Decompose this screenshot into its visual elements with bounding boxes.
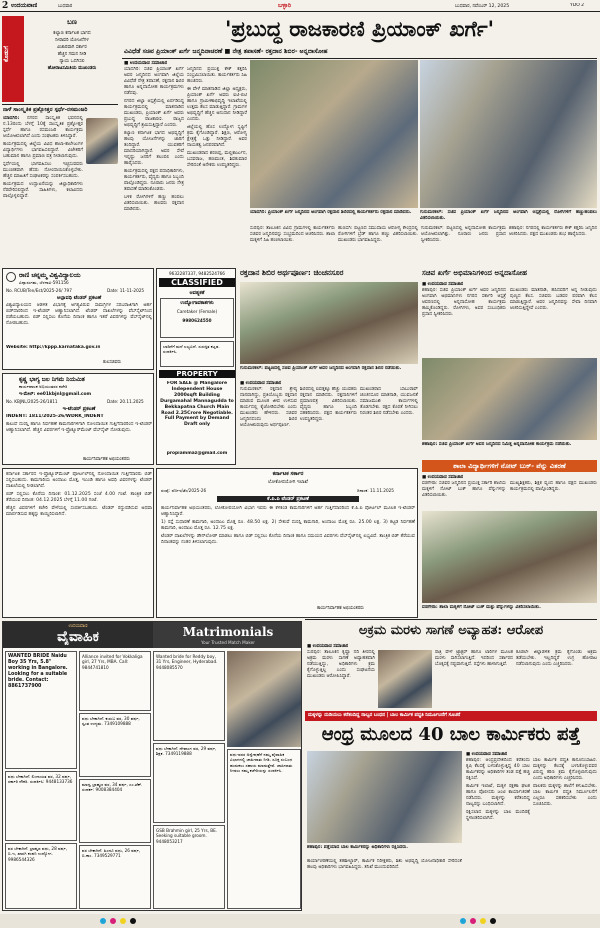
tender-1-emblem (6, 272, 16, 282)
tender-2-title: ಇ-ಟೆಂಡರ್ ಪ್ರಕಟಣೆ (62, 406, 96, 412)
tender-2 (2, 373, 154, 465)
brand-badge (2, 16, 24, 102)
side-story-1-headline: ನಾಳೆ ಸಾಂಸ್ಕೃತಿಕ ಪ್ರಶ್ನೋತ್ತರ ಸ್ಪರ್ಧೆ-ರಸಮಂಜರಿ (3, 107, 88, 113)
tender-2-sub: ಕಾರ್ಯಪಾಲಕ ಅಭಿಯಂತರರ ಕಚೇರಿ (19, 384, 68, 389)
story-food-caption: ಶಹಾಪುರ: ಸಚಿವ ಪ್ರಿಯಾಂಕ್ ಖರ್ಗೆ ಅವರ ಜನ್ಮದಿನದ ನಿಮಿತ್ತ ಅನ್ನದಾಸೋಹ ಕಾರ್ಯಕ್ರಮ ನಡೆಯಿತು. (422, 442, 572, 447)
tender-1-website[interactable]: Website: http://kppp.karnataka.gov.in (6, 345, 101, 350)
section-banner: ಬಳ್ಳಾರಿ (278, 2, 291, 9)
reg-dot-yellow (480, 918, 486, 924)
story-child-body-3: ಕಾರ್ಯಾಚರಣೆಯಲ್ಲಿ ತಹಶೀಲ್ದಾರ್, ಕಾರ್ಮಿಕ ನಿರೀಕ್ಷಕರು, ಶಿಶು ಅಭಿವೃದ್ಧಿ ಯೋಜನಾಧಿಕಾರಿ ಸೇರಿದಂತೆ ಹಲವು ಅಧಿಕಾರಿಗಳು ಭಾಗವಹಿಸಿದ್ದರು. ತನಿಖೆ ಮುಂದುವರಿದಿದೆ. (307, 859, 462, 870)
matrimonial-ad: ವರ ಬೇಕಾಗಿದೆ: ಹಿಂದೂ ವಧು, 26 ವರ್ಷ, ಬಿ.ಕಾಂ. 7349529771 (79, 845, 151, 909)
story-school-body-2: ಮುಖ್ಯಶಿಕ್ಷಕರು, ಶಿಕ್ಷಕ ವೃಂದ ಹಾಗೂ ಪಕ್ಷದ ಮುಖಂಡರು ಕಾರ್ಯಕ್ರಮದಲ್ಲಿ ಪಾಲ್ಗೊಂಡಿದ್ದರು. (510, 481, 597, 492)
matrimonial-header-left (3, 622, 153, 648)
matrimonial (2, 621, 302, 911)
quote-line-3: ವಿಚಾರವಾಗಿ ಸರ್ಕಾರ (57, 45, 87, 50)
paper-name: ಉದಯವಾಣಿ (11, 2, 38, 9)
matrimonial-ad: ಮಾಧ್ವ ಬ್ರಾಹ್ಮಣ ವರ, 34 ವರ್ಷ, ಎಂ.ಟೆಕ್. ಸಂಪರ್ಕ: 9008384404 (79, 779, 151, 843)
story-child-kicker: ಮಕ್ಕಳನ್ನು ದುಡಿಯಲು ಕರೆತಂದಿದ್ದ ನಾಲ್ವರ ಬಂಧನ | ಬಾಲ ಕಾರ್ಮಿಕ ಪದ್ಧತಿ ನಿರ್ಮೂಲನೆಗೆ ಸೂಚನೆ (305, 711, 597, 721)
main-photo-1 (250, 60, 418, 208)
story-child-body-1: ಶಹಾಪುರ: ಆಂಧ್ರಪ್ರದೇಶದಿಂದ ಕರೆತಂದು ಕೃಷಿ ಕೆಲಸಕ್ಕೆ ಬಳಸಿಕೊಳ್ಳುತ್ತಿದ್ದ 40 ಬಾಲ ಕಾರ್ಮಿಕರನ್ನು ಅಧಿಕಾರಿಗಳ ತಂಡ ಪತ್ತೆ ಹಚ್ಚಿ ರಕ್ಷಿಸಿದೆ. ಕಾರ್ಮಿಕ ಇಲಾಖೆ, ಮಕ್ಕಳ ರಕ್ಷಣಾ ಘಟಕ ಹಾಗೂ ಪೊಲೀಸರು ಜಂಟಿ ಕಾರ್ಯಾಚರಣೆ ನಡೆಸಿದರು. ಮಕ್ಕಳನ್ನು ಕರೆತಂದಿದ್ದ ನಾಲ್ವರನ್ನು ಬಂಧಿಸಲಾಗಿದೆ. ರಕ್ಷಿಸಲಾದ ಮಕ್ಕಳನ್ನು ಬಾಲ ಮಂದಿರಕ್ಕೆ ಸ್ಥಳಾಂತರಿಸಲಾಗಿದೆ. (466, 758, 530, 821)
classified-title: CLASSIFIED (159, 278, 235, 287)
story-child-headline: ಆಂಧ್ರ ಮೂಲದ 40 ಬಾಲ ಕಾರ್ಮಿಕರು ಪತ್ತೆ (321, 724, 581, 745)
tender-3-ref: ಸಂಖ್ಯೆ: ಲೋಇ/ಟೆಂ/2025-26 (161, 488, 207, 493)
tender-3-body: ಕಾರ್ಯನಿರ್ವಾಹಕ ಅಭಿಯಂತರರು, ಲೋಕೋಪಯೋಗಿ ವಿಭಾಗ ಇವರು ಈ ಕೆಳಕಂಡ ಕಾಮಗಾರಿಗಳಿಗೆ ಅರ್ಹ ಗುತ್ತಿಗೆದಾರರಿಂದ ಕೆ.ಪಿ.ಪಿ ಪೋರ್ಟಲ್ ಮೂಲಕ ಇ-ಟೆಂಡರ್ ಆಹ್ವಾನಿಸಿದ್ದಾರೆ. 1) ರಸ್ತೆ ಸುಧಾರಣೆ ಕಾಮಗಾರಿ, ಅಂದಾಜು ಮೊತ್ತ ರೂ. 48.50 ಲಕ್ಷ. 2) ಸೇತುವೆ ದುರಸ್ತಿ ಕಾಮಗಾರಿ, ಅಂದಾಜು ಮೊತ್ತ ರೂ. 25.00 ಲಕ್ಷ. 3) ಕಟ್ಟಡ ನಿರ್ವಹಣೆ ಕಾಮಗಾರಿ, ಅಂದಾಜು ಮೊತ್ತ ರೂ. 12.75 ಲಕ್ಷ. ಟೆಂಡರ್ ದಾಖಲೆಗಳನ್ನು ಡೌನ್‌ಲೋಡ್ ಮಾಡಲು ಹಾಗೂ ಬಿಡ್ ಸಲ್ಲಿಸಲು ಕೊನೆಯ ದಿನಾಂಕ ಹಾಗೂ ಸಮಯದ ವಿವರಗಳು ವೆಬ್‌ಸೈಟ್‌ನಲ್ಲಿ ಲಭ್ಯವಿವೆ. ತಾಂತ್ರಿಕ ಬಿಡ್ ತೆರೆಯುವ ದಿನಾಂಕವನ್ನು ನಂತರ ತಿಳಿಸಲಾಗುವುದು. (161, 506, 415, 545)
tender-3 (156, 468, 418, 618)
divider (122, 58, 597, 59)
quote-title: ಬಣ (67, 18, 77, 26)
main-photo-caption-2: ಗುರುಮಠಕಲ್: ಸಚಿವ ಪ್ರಿಯಾಂಕ್ ಖರ್ಗೆ ಜನ್ಮದಿನದ ಅಂಗವಾಗಿ ಆಸ್ಪತ್ರೆಯಲ್ಲಿ ರೋಗಿಗಳಿಗೆ ಹಣ್ಣುಹಂಪಲು ವಿತರಿಸಲಾಯಿತು. (420, 210, 597, 221)
reg-dot-black (490, 918, 496, 924)
tender-2-date: Date: 20.11.2025 (107, 399, 144, 404)
tender-2-signature: ಕಾರ್ಯನಿರ್ವಾಹಕ ಅಭಿಯಂತರರು (83, 457, 130, 462)
matrimonial-ad: WANTED BRIDE Naidu Boy 35 Yrs, 5.8" working in Bangalore. Looking for a suitable bride. Contact: 8861737900 (5, 651, 77, 769)
classified-ad-1-role: Caretaker (Female) (176, 309, 218, 315)
classified-ad-1 (160, 298, 234, 338)
side-story-1-photo (86, 118, 118, 164)
matrimonial-title-en: Matrimonials (182, 625, 274, 639)
matrimonial-ad: ವಧು ಬೇಕಾಗಿದೆ: ದೇವಾಂಗ ವರ, 29 ವರ್ಷ, ಶಿಕ್ಷಕ. 7349119888 (153, 743, 225, 823)
tender-2-indent: INDENT: 1811/2025-26/WDRK_INDENT (6, 414, 104, 419)
main-story-col-3: ಸುರಪುರ: ತಾಲೂಕಿನ ವಿವಿಧ ಗ್ರಾಮಗಳಲ್ಲಿ ಕಾರ್ಯಕರ್ತರು ಸಚಿವರ ಜನ್ಮದಿನವನ್ನು ಸಂಭ್ರಮದಿಂದ ಆಚರಿಸಿದರು. ಶಾಲಾ ಮಕ್ಕಳಿಗೆ ಸಿಹಿ ಹಂಚಲಾಯಿತು. (250, 226, 335, 243)
matrimonial-ad: Alliance invited for Vokkaliga girl, 27 Yrs, MBA. Call: 9844741810 (79, 651, 151, 711)
matrimonial-ad-extra: ವಧು-ವರರ ಅನ್ವೇಷಣೆಗೆ ನಮ್ಮ ವೈವಾಹಿಕ ವಿಭಾಗದಲ್ಲಿ ಜಾಹೀರಾತು ನೀಡಿ. ಸೂಕ್ತ ಸಂಬಂಧ ಹುಡುಕಲು ಸಹಾಯ ಮಾಡುತ್ತೇವೆ. ಜಾಹೀರಾತು ನೀಡಲು ನಮ್ಮ ಕಚೇರಿಯನ್ನು ಸಂಪರ್ಕಿಸಿ. (227, 749, 301, 909)
main-story-col-6: ಶಹಾಪುರ: ನಗರದಲ್ಲಿ ಕಾರ್ಯಕರ್ತರು ಕೇಕ್ ಕತ್ತರಿಸಿ ಜನ್ಮದಿನ ಆಚರಿಸಿದರು. ಪಕ್ಷದ ಮುಖಂಡರು ಶುಭ ಹಾರೈಸಿದರು. (509, 226, 597, 237)
story-blood-photo (240, 282, 418, 364)
reg-dot-magenta (110, 918, 116, 924)
story-school-byline: ■ ಉದಯವಾಣಿ ಸಮಾಚಾರ (422, 475, 464, 480)
reg-dot-black (130, 918, 136, 924)
tender-1-title: ಅಲ್ಪಾವಧಿ ಟೆಂಡರ್ ಪ್ರಕಟಣೆ (56, 295, 102, 301)
tender-1-org: ರಾಣಿ ಚನ್ನಮ್ಮ ವಿಶ್ವವಿದ್ಯಾಲಯ (19, 271, 81, 279)
matrimonial-ad: GSB Brahmin girl, 25 Yrs, BE. Seeking suitable groom. 9448053217 (153, 825, 225, 909)
tender-1-sub: ವಿದ್ಯಾಸಂಗಮ, ಬೆಳಗಾವಿ-591156 (19, 280, 69, 285)
reg-dot-yellow (120, 918, 126, 924)
tender-2-org: ಕೃಷ್ಣ ಭಾಗ್ಯ ಜಲ ನಿಗಮ ನಿಯಮಿತ (19, 376, 85, 383)
main-headline: 'ಪ್ರಬುದ್ಧ ರಾಜಕಾರಣಿ ಪ್ರಿಯಾಂಕ್ ಖರ್ಗೆ' (224, 16, 495, 41)
story-school-bar (422, 460, 597, 472)
matrimonial-photo (227, 651, 301, 747)
tender-3-title: ಕೆ.ಪಿ.ಪಿ ಟೆಂಡರ್ ಪ್ರಕಟಣೆ (217, 496, 359, 502)
story-food-byline: ■ ಉದಯವಾಣಿ ಸಮಾಚಾರ (422, 282, 464, 287)
story-sand-photo (378, 650, 432, 708)
tender-3-signature: ಕಾರ್ಯನಿರ್ವಾಹಕ ಅಭಿಯಂತರರು (317, 606, 364, 611)
main-photo-2 (420, 60, 597, 208)
story-school-caption: ವಡಗೇರಾ: ಶಾಲಾ ಮಕ್ಕಳಿಗೆ ನೋಟ್ ಬುಕ್ ಮತ್ತು ಪೆನ್ನುಗಳನ್ನು ವಿತರಿಸಲಾಯಿತು. (422, 605, 541, 610)
side-story-1-body: ಯಾದಗಿರಿ: ನಗರದ ಸಾಂಸ್ಕೃತಿಕ ಭವನದಲ್ಲಿ ನ.13ರಂದು ಬೆಳಗ್ಗೆ 10ಕ್ಕೆ ಸಾಂಸ್ಕೃತಿಕ ಪ್ರಶ್ನೋತ್ತರ ಸ್ಪರ್ಧೆ ಹಾಗೂ ರಸಮಂಜರಿ ಕಾರ್ಯಕ್ರಮ ಆಯೋಜಿಸಲಾಗಿದೆ ಎಂದು ಸಂಘಟಕರು ತಿಳಿಸಿದ್ದಾರೆ. ಕಾರ್ಯಕ್ರಮದಲ್ಲಿ ಜಿಲ್ಲೆಯ ವಿವಿಧ ಶಾಲಾ-ಕಾಲೇಜುಗಳ ವಿದ್ಯಾರ್ಥಿಗಳು ಭಾಗವಹಿಸಲಿದ್ದಾರೆ. ವಿಜೇತರಿಗೆ ಬಹುಮಾನ ಹಾಗೂ ಪ್ರಮಾಣ ಪತ್ರ ನೀಡಲಾಗುವುದು. ಸ್ಪರ್ಧೆಯಲ್ಲಿ ಭಾಗವಹಿಸಲು ಇಚ್ಛಿಸುವವರು ಮುಂಚಿತವಾಗಿ ಹೆಸರು ನೋಂದಾಯಿಸಿಕೊಳ್ಳಬೇಕು. ಹೆಚ್ಚಿನ ಮಾಹಿತಿಗೆ ಸಂಘಟಕರನ್ನು ಸಂಪರ್ಕಿಸಬಹುದು. ಕಾರ್ಯಕ್ರಮದ ಉದ್ಘಾಟನೆಯನ್ನು ಜಿಲ್ಲಾಧಿಕಾರಿಗಳು ನೆರವೇರಿಸಲಿದ್ದಾರೆ. ಸಾಹಿತಿಗಳು, ಕಲಾವಿದರು ಪಾಲ್ಗೊಳ್ಳಲಿದ್ದಾರೆ. (3, 116, 83, 199)
quote-box (26, 16, 118, 102)
page-number: 2 (2, 1, 9, 11)
classified-ad-2: ಬಾಡಿಗೆಗೆ ಮನೆ ಲಭ್ಯವಿದೆ. ಸುಸಜ್ಜಿತ ಕಟ್ಟಡ. ಸಂಪರ್ಕಿಸಿ. (160, 341, 234, 367)
main-story-col-2: ಜನ್ಮದಿನದ ಪ್ರಯುಕ್ತ ಕೇಕ್ ಕತ್ತರಿಸಿ ಸಂಭ್ರಮಿಸಲಾಯಿತು. ಕಾರ್ಯಕರ್ತರು ಸಿಹಿ ಹಂಚಿದರು. ಈ ವೇಳೆ ಮಾತನಾಡಿದ ಜಿಲ್ಲಾ ಅಧ್ಯಕ್ಷರು, ಪ್ರಿಯಾಂಕ್ ಖರ್ಗೆ ಅವರು ಐಟಿ-ಬಿಟಿ ಹಾಗೂ ಗ್ರಾಮೀಣಾಭಿವೃದ್ಧಿ ಇಲಾಖೆಯಲ್ಲಿ ಉತ್ತಮ ಕೆಲಸ ಮಾಡುತ್ತಿದ್ದಾರೆ. ಗ್ರಾಮಗಳ ಅಭಿವೃದ್ಧಿಗೆ ಹೆಚ್ಚಿನ ಅನುದಾನ ನೀಡಿದ್ದಾರೆ ಎಂದರು. ಜಿಲ್ಲೆಯಲ್ಲಿ ಹೊಸ ಉದ್ಯೋಗ ಸೃಷ್ಟಿಗೆ ಕ್ರಮ ಕೈಗೊಂಡಿದ್ದಾರೆ. ಶಿಕ್ಷಣ, ಆರೋಗ್ಯ ಕ್ಷೇತ್ರಕ್ಕೆ ಒತ್ತು ನೀಡಿದ್ದಾರೆ. ಅವರ ನಾಯಕತ್ವ ಜನಪರವಾಗಿದೆ. ಮುಖಂಡರಾದ ಶರಣಪ್ಪ, ಮಲ್ಲಿಕಾರ್ಜುನ, ಬಸವರಾಜ, ಹಣಮಂತ, ಶಿವಕುಮಾರ ಸೇರಿದಂತೆ ಅನೇಕರು ಉಪಸ್ಥಿತರಿದ್ದರು. (187, 67, 247, 168)
matrimonial-header-right (153, 622, 302, 648)
story-blood-caption: ಗುರುಮಠಕಲ್: ಪಟ್ಟಣದಲ್ಲಿ ಸಚಿವ ಪ್ರಿಯಾಂಕ್ ಖರ್ಗೆ ಅವರ ಜನ್ಮದಿನದ ಅಂಗವಾಗಿ ರಕ್ತದಾನ ಶಿಬಿರ ನಡೆಯಿತು. (240, 366, 402, 371)
tender-3-date: ದಿನಾಂಕ: 11.11.2025 (357, 488, 394, 493)
tender-2-ref: No. KBJNL/2025-26/1811 (6, 399, 58, 404)
matrimonial-title-kn: ವೈವಾಹಿಕ (57, 629, 99, 645)
story-sand-body-3: ಕೂಡಲೇ ಜಿಲ್ಲಾಡಳಿತ ಕ್ರಮ ಕೈಗೊಂಡು ಅಕ್ರಮ ತಡೆಯಬೇಕು. ಇಲ್ಲದಿದ್ದರೆ ಉಗ್ರ ಹೋರಾಟ ನಡೆಸಲಾಗುವುದು ಎಂದು ಎಚ್ಚರಿಸಿದರು. (516, 650, 597, 667)
matrimonial-brand: ಉದಯವಾಣಿ (68, 624, 88, 629)
story-school-body: ವಡಗೇರಾ: ಸಚಿವರ ಜನ್ಮದಿನದ ಪ್ರಯುಕ್ತ ಸರ್ಕಾರಿ ಶಾಲೆಯ ಮಕ್ಕಳಿಗೆ ನೋಟ್ ಬುಕ್ ಹಾಗೂ ಪೆನ್ನುಗಳನ್ನು ವಿತರಿಸಲಾಯಿತು. (422, 481, 506, 498)
quote-line-4: ಹೆಚ್ಚಿನ ಗಮನ ನೀಡಿ (57, 52, 87, 57)
date-line: ಬುಧವಾರ, ನವೆಂಬರ್ 12, 2025 (455, 4, 510, 9)
story-sand-body-1: ಸುರಪುರ: ತಾಲೂಕಿನ ಕೃಷ್ಣಾ ನದಿ ತೀರದಲ್ಲಿ ಅಕ್ರಮ ಮರಳು ಸಾಗಣೆ ಅವ್ಯಾಹತವಾಗಿ ನಡೆಯುತ್ತಿದ್ದು, ಅಧಿಕಾರಿಗಳು ಕ್ರಮ ಕೈಗೊಳ್ಳುತ್ತಿಲ್ಲ ಎಂದು ಸಂಘಟನೆಯ ಮುಖಂಡರು ಆರೋಪಿಸಿದ್ದಾರೆ. (307, 650, 375, 679)
property-title: PROPERTY (159, 370, 235, 378)
matrimonial-ad: Wanted bride for Reddy boy, 31 Yrs, Engineer, Hyderabad. 9448085570 (153, 651, 225, 741)
main-subhead: ವಿವಿಧೆಡೆ ಸಚಿವ ಪ್ರಿಯಾಂಕ್ ಖರ್ಗೆ ಜನ್ಮದಿನಾಚರಣೆ ■ ನೇತ್ರ ತಪಾಸಣೆ- ರಕ್ತದಾನ ಶಿಬಿರ- ಅನ್ನದಾಸೋಹ (124, 48, 328, 55)
classified-ad-1-title: ಉದ್ಯೋಗಾವಕಾಶಗಳು (180, 301, 214, 306)
tender-2-cont-body: ಕರ್ನಾಟಕ ಸರ್ಕಾರದ ಇ-ಪ್ರೊಕ್ಯೂರ್‌ಮೆಂಟ್ ಪೋರ್ಟಲ್‌ನಲ್ಲಿ ನೋಂದಾಯಿತ ಗುತ್ತಿಗೆದಾರರು ಬಿಡ್ ಸಲ್ಲಿಸಬಹುದು. ಕಾಮಗಾರಿಯ ಅಂದಾಜು ಮೊತ್ತ, ಇಎಂಡಿ ಹಾಗೂ ಅವಧಿ ವಿವರಗಳನ್ನು ಟೆಂಡರ್ ದಾಖಲೆಯಲ್ಲಿ ನೀಡಲಾಗಿದೆ. ಬಿಡ್ ಸಲ್ಲಿಸಲು ಕೊನೆಯ ದಿನಾಂಕ: 01.12.2025 ಸಂಜೆ 4.00 ಗಂಟೆ. ತಾಂತ್ರಿಕ ಬಿಡ್ ತೆರೆಯುವ ದಿನಾಂಕ: 04.12.2025 ಬೆಳಗ್ಗೆ 11.00 ಗಂಟೆ. ಹೆಚ್ಚಿನ ವಿವರಗಳಿಗೆ ಕಚೇರಿ ವೇಳೆಯಲ್ಲಿ ಸಂಪರ್ಕಿಸಬಹುದು. ಟೆಂಡರ್ ರದ್ದುಪಡಿಸುವ ಅಥವಾ ಮಾರ್ಪಡಿಸುವ ಹಕ್ಕನ್ನು ಕಾಯ್ದಿರಿಸಲಾಗಿದೆ. (6, 472, 152, 517)
story-blood-headline: ರಕ್ತದಾನ ಶಿಬಿರ ಅರ್ಥಪೂರ್ಣ: ಚಿಂಚನಸೂರ (240, 268, 344, 277)
quote-line-1: ಕಲ್ಯಾಣ ಕರ್ನಾಟಕ ಭಾಗದ (53, 31, 91, 36)
main-byline: ■ ಉದಯವಾಣಿ ಸಮಾಚಾರ (124, 61, 168, 66)
masthead-strip (0, 0, 600, 12)
main-story-col-4: ಹುಣಸಗಿ: ಪಟ್ಟಣದ ಸಮುದಾಯ ಆರೋಗ್ಯ ಕೇಂದ್ರದಲ್ಲಿ ರೋಗಿಗಳಿಗೆ ಬ್ರೆಡ್ ಹಾಗೂ ಹಣ್ಣು ವಿತರಿಸಲಾಯಿತು. ಮುಖಂಡರು ಭಾಗವಹಿಸಿದ್ದರು. (338, 226, 418, 243)
tender-2-body: ಕಾಲುವೆ ದುರಸ್ತಿ ಹಾಗೂ ನಿರ್ವಹಣೆ ಕಾಮಗಾರಿಗಳಿಗಾಗಿ ನೋಂದಾಯಿತ ಗುತ್ತಿಗೆದಾರರಿಂದ ಇ-ಟೆಂಡರ್ ಆಹ್ವಾನಿಸಲಾಗಿದೆ. ಹೆಚ್ಚಿನ ವಿವರಗಳಿಗೆ ಇ-ಪ್ರೊಕ್ಯೂರ್‌ಮೆಂಟ್ ವೆಬ್‌ಸೈಟ್ ನೋಡುವುದು. (6, 422, 152, 433)
quote-line-2: ನೀರಾವರಿ ಯೋಜನೆಗಳ (55, 38, 89, 43)
tender-3-sub: ಲೋಕೋಪಯೋಗಿ ಇಲಾಖೆ (268, 480, 308, 485)
story-child-body-2: ಬಾಲ ಕಾರ್ಮಿಕ ಪದ್ಧತಿ ಕಾನೂನುಬಾಹಿರ. ಮಕ್ಕಳನ್ನು ಕೆಲಸಕ್ಕೆ ಬಳಸಿಕೊಳ್ಳುವವರ ವಿರುದ್ಧ ಕಠಿಣ ಕ್ರಮ ಕೈಗೊಳ್ಳಲಾಗುವುದು ಎಂದು ಅಧಿಕಾರಿಗಳು ಎಚ್ಚರಿಸಿದರು. ಪಾಲಕರು ಮಕ್ಕಳನ್ನು ಶಾಲೆಗೆ ಕಳುಹಿಸಬೇಕು. ಬಾಲ ಕಾರ್ಮಿಕ ಪದ್ಧತಿ ನಿರ್ಮೂಲನೆಗೆ ಎಲ್ಲರೂ ಸಹಕರಿಸಬೇಕು ಎಂದು ಸೂಚಿಸಿದರು. (533, 758, 597, 807)
quote-line-5: ನ್ಯಾಯ ಒದಗಿಸಲಿ (59, 59, 85, 64)
story-child-byline: ■ ಉದಯವಾಣಿ ಸಮಾಚಾರ (466, 752, 508, 757)
main-story-col-1: ಯಾದಗಿರಿ: ಸಚಿವ ಪ್ರಿಯಾಂಕ್ ಖರ್ಗೆ ಅವರ ಜನ್ಮದಿನದ ಅಂಗವಾಗಿ ಜಿಲ್ಲೆಯ ವಿವಿಧೆಡೆ ನೇತ್ರ ತಪಾಸಣೆ, ರಕ್ತದಾನ ಶಿಬಿರ ಹಾಗೂ ಅನ್ನದಾಸೋಹ ಕಾರ್ಯಕ್ರಮಗಳು ನಡೆದವು. ನಗರದ ಜಿಲ್ಲಾ ಆಸ್ಪತ್ರೆಯಲ್ಲಿ ಏರ್ಪಡಿಸಿದ್ದ ಕಾರ್ಯಕ್ರಮದಲ್ಲಿ ಮಾತನಾಡಿದ ಮುಖಂಡರು, ಪ್ರಿಯಾಂಕ್ ಖರ್ಗೆ ಅವರು ಪ್ರಬುದ್ಧ ರಾಜಕಾರಣಿ. ರಾಜ್ಯದ ಅಭಿವೃದ್ಧಿಗೆ ಶ್ರಮಿಸುತ್ತಿದ್ದಾರೆ ಎಂದರು. ಕಲ್ಯಾಣ ಕರ್ನಾಟಕ ಭಾಗದ ಅಭಿವೃದ್ಧಿಗೆ ಹಲವು ಯೋಜನೆಗಳನ್ನು ಜಾರಿಗೆ ತಂದಿದ್ದಾರೆ. ಯುವಕರಿಗೆ ಮಾದರಿಯಾಗಿದ್ದಾರೆ. ಅವರ ಸೇವೆ ಇನ್ನಷ್ಟು ಜನರಿಗೆ ತಲುಪಲಿ ಎಂದು ಹಾರೈಸಿದರು. ಕಾರ್ಯಕ್ರಮದಲ್ಲಿ ಪಕ್ಷದ ಪದಾಧಿಕಾರಿಗಳು, ಕಾರ್ಯಕರ್ತರು, ವೈದ್ಯರು ಹಾಗೂ ಸಿಬ್ಬಂದಿ ಪಾಲ್ಗೊಂಡಿದ್ದರು. ನೂರಾರು ಜನರು ನೇತ್ರ ತಪಾಸಣೆ ಮಾಡಿಸಿಕೊಂಡರು. ಬಳಿಕ ರೋಗಿಗಳಿಗೆ ಹಣ್ಣು ಹಂಪಲು ವಿತರಿಸಲಾಯಿತು. ಹಲವರು ರಕ್ತದಾನ ಮಾಡಿದರು. (124, 67, 184, 212)
tender-1-signature: ಕುಲಸಚಿವರು (103, 360, 122, 365)
matrimonial-ad: ವರ ಬೇಕಾಗಿದೆ: ಬ್ರಾಹ್ಮಣ ವಧು, 28 ವರ್ಷ, ಬಿ.ಇ, ಖಾಸಗಿ ಕಂಪನಿ ಉದ್ಯೋಗ. 9986544326 (5, 843, 77, 909)
tender-2-email[interactable]: ಇ-ಮೇಲ್: ee01kbjnl@gmail.com (19, 392, 92, 397)
tender-1-ref: No. RCUB/Ten/Est/2025-26/ 797 (6, 288, 72, 293)
story-food-body-2: ಮುಖಂಡರು ಮಾತನಾಡಿ, ಹಸಿದವರಿಗೆ ಅನ್ನ ನೀಡುವುದು ಪುಣ್ಯದ ಕೆಲಸ. ಸಚಿವರು ಬಡವರ ಪರವಾಗಿ ಕೆಲಸ ಮಾಡುತ್ತಿದ್ದಾರೆ. ಅವರ ಜನ್ಮದಿನವನ್ನು ಸೇವಾ ದಿನವಾಗಿ ಆಚರಿಸುತ್ತಿದ್ದೇವೆ ಎಂದರು. (510, 288, 597, 311)
story-blood-body-2: ಶಿಬಿರದಲ್ಲಿ ಐವತ್ತಕ್ಕೂ ಹೆಚ್ಚು ಯುವಕರು ರಕ್ತದಾನ ಮಾಡಿದರು. ರಕ್ತದಾನಿಗಳಿಗೆ ಪ್ರಮಾಣಪತ್ರ ವಿತರಿಸಲಾಯಿತು. ವೈದ್ಯರು ಹಾಗೂ ಸಿಬ್ಬಂದಿ ಸಹಕರಿಸಿದರು. ಪಕ್ಷದ ಕಾರ್ಯಕರ್ತರು ಉಪಸ್ಥಿತರಿದ್ದರು. (300, 387, 357, 422)
right-code: YDO 2 (570, 3, 585, 8)
tender-3-org: ಕರ್ನಾಟಕ ಸರ್ಕಾರ (272, 471, 304, 477)
classified (156, 268, 236, 465)
story-food-headline: ಸಚಿವ ಖರ್ಗೆ ಅಭಿಮಾನಿಗಳಿಂದ ಅನ್ನದಾಸೋಹ (422, 268, 528, 277)
main-story-col-5: ಗುರುಮಠಕಲ್: ಪಟ್ಟಣದಲ್ಲಿ ಅನ್ನದಾಸೋಹ ಕಾರ್ಯಕ್ರಮ ಆಯೋಜಿಸಲಾಗಿತ್ತು. ನೂರಾರು ಜನರು ಪ್ರಸಾದ ಸ್ವೀಕರಿಸಿದರು. (421, 226, 506, 243)
matrimonial-ad: ವಧು ಬೇಕಾಗಿದೆ: ಲಿಂಗಾಯತ ವರ, 32 ವರ್ಷ, ಸರ್ಕಾರಿ ನೌಕರಿ. ಸಂಪರ್ಕಿಸಿ: 9448133736 (5, 771, 77, 841)
story-food-body-1: ಶಹಾಪುರ: ಸಚಿವ ಪ್ರಿಯಾಂಕ್ ಖರ್ಗೆ ಅವರ ಜನ್ಮದಿನದ ಅಂಗವಾಗಿ ಅಭಿಮಾನಿಗಳು ನಗರದ ಸರ್ಕಾರಿ ಆಸ್ಪತ್ರೆ ಆವರಣದಲ್ಲಿ ಅನ್ನದಾಸೋಹ ಕಾರ್ಯಕ್ರಮ ಹಮ್ಮಿಕೊಂಡಿದ್ದರು. ರೋಗಿಗಳು, ಅವರ ಸಂಬಂಧಿಕರು ಪ್ರಸಾದ ಸ್ವೀಕರಿಸಿದರು. (422, 288, 506, 317)
reg-dot-magenta (470, 918, 476, 924)
story-school-photo (422, 511, 597, 603)
story-child-photo (307, 751, 462, 843)
tender-2-cont (2, 468, 154, 618)
tender-1-date: Date: 11-11-2025 (107, 288, 145, 293)
classified-phone: 9632287337, 9482524766 (169, 271, 225, 276)
story-school-headline: ಶಾಲಾ ವಿದ್ಯಾರ್ಥಿಗಳಿಗೆ ನೋಟ್ ಬುಕ್- ಪೆನ್ನು ವಿತರಣೆ (453, 462, 566, 470)
classified-ad-1-phone: 9980624550 (182, 317, 212, 323)
side-story-1-byline: ಯಾದಗಿರಿ: (3, 116, 20, 121)
classified-wanted: ಅವಶ್ಯಕತೆ (189, 290, 205, 296)
story-food-photo (422, 358, 597, 440)
brand-badge-label: ಕೊಡುಗೆ (3, 46, 10, 62)
reg-dot-cyan (460, 918, 466, 924)
edition-tag: ಬುಧವಾರ (58, 4, 73, 9)
story-sand-headline: ಅಕ್ರಮ ಮರಳು ಸಾಗಣೆ ಅವ್ಯಾಹತ: ಆರೋಪ (358, 623, 544, 638)
story-sand-body-2: ರಾತ್ರಿ ವೇಳೆ ಟ್ರ್ಯಾಕ್ಟರ್ ಹಾಗೂ ಲಾರಿಗಳ ಮೂಲಕ ಮರಳು ಸಾಗಿಸಲಾಗುತ್ತಿದೆ. ಇದರಿಂದ ಸರ್ಕಾರದ ಬೊಕ್ಕಸಕ್ಕೆ ನಷ್ಟವಾಗುತ್ತಿದೆ. ರಸ್ತೆಗಳು ಹಾಳಾಗುತ್ತಿವೆ. (435, 650, 513, 667)
quote-tail: ಹೋರಾಟಸಮಿತಿಯ ಮುಖಂಡರು (47, 66, 97, 71)
story-sand-byline: ■ ಉದಯವಾಣಿ ಸಮಾಚಾರ (307, 644, 349, 649)
story-child-caption: ಶಹಾಪುರ: ಪತ್ತೆಯಾದ ಬಾಲ ಕಾರ್ಮಿಕರನ್ನು ಅಧಿಕಾರಿಗಳು ರಕ್ಷಿಸಿದರು. (307, 845, 409, 850)
tender-1 (2, 268, 154, 370)
story-blood-body-1: ಗುರುಮಠಕಲ್: ರಕ್ತದಾನ ಶ್ರೇಷ್ಠ ದಾನವಾಗಿದ್ದು, ಪ್ರತಿಯೊಬ್ಬರು ರಕ್ತದಾನ ಮಾಡುವ ಮೂಲಕ ಜೀವ ಉಳಿಸುವ ಕಾರ್ಯದಲ್ಲಿ ಕೈಜೋಡಿಸಬೇಕು ಎಂದು ಮುಖಂಡರು ಹೇಳಿದರು. ಸಚಿವರ ಜನ್ಮದಿನದಂದು ಶಿಬಿರ ಆಯೋಜಿಸಿರುವುದು ಅರ್ಥಪೂರ್ಣ. (240, 387, 297, 428)
divider (2, 104, 118, 105)
divider (305, 619, 597, 620)
story-blood-byline: ■ ಉದಯವಾಣಿ ಸಮಾಚಾರ (240, 381, 282, 386)
property-text: FOR SALE @ Mangalore Independent House 2000sqft Building Durgamahal Mannagudda to Bekkapatna Church Main Road 2.25Crore Negotiable. Full Payment by Demand Draft only (160, 381, 234, 428)
reg-dot-cyan (100, 918, 106, 924)
story-blood-body-3: ಮುಖಂಡರಾದ ಬಾಬುರಾವ್ ಚಿಂಚನಸೂರ ಮಾತನಾಡಿ, ಯುವಜನತೆ ಸಮಾಜಮುಖಿ ಕಾರ್ಯಗಳಲ್ಲಿ ತೊಡಗಬೇಕು. ರಕ್ತದ ಕೊರತೆ ನೀಗಿಸಲು ನಿರಂತರ ಶಿಬಿರ ನಡೆಸಬೇಕು ಎಂದರು. (360, 387, 418, 416)
main-photo-caption-1: ಯಾದಗಿರಿ: ಪ್ರಿಯಾಂಕ್ ಖರ್ಗೆ ಜನ್ಮದಿನದ ಅಂಗವಾಗಿ ರಕ್ತದಾನ ಶಿಬಿರದಲ್ಲಿ ಕಾರ್ಯಕರ್ತರು ರಕ್ತದಾನ ಮಾಡಿದರು. (250, 210, 412, 215)
registration-strip (0, 914, 600, 928)
property-email[interactable]: propiammaz@gmail.com (166, 451, 228, 456)
matrimonial-tagline: Your Trusted Match Maker (201, 640, 255, 645)
matrimonial-ad: ವಧು ಬೇಕಾಗಿದೆ: ಕುರುಬ ವರ, 30 ವರ್ಷ, ಸ್ವಂತ ಉದ್ಯಮ. 7349109888 (79, 713, 151, 777)
tender-1-body: ವಿಶ್ವವಿದ್ಯಾಲಯದ ಆಡಳಿತ ವಿಭಾಗಕ್ಕೆ ಅಗತ್ಯವಿರುವ ಸಾಮಗ್ರಿಗಳ ಸರಬರಾಜಿಗಾಗಿ ಅರ್ಹ ಬಿಡ್‌ದಾರರಿಂದ ಇ-ಟೆಂಡರ್ ಆಹ್ವಾನಿಸಲಾಗಿದೆ. ಟೆಂಡರ್ ದಾಖಲೆಗಳನ್ನು ವೆಬ್‌ಸೈಟ್‌ನಿಂದ ಪಡೆಯಬಹುದು. ಬಿಡ್ ಸಲ್ಲಿಸಲು ಕೊನೆಯ ದಿನಾಂಕ ಹಾಗೂ ಇತರೆ ವಿವರಗಳನ್ನು ವೆಬ್‌ಸೈಟ್‌ನಲ್ಲಿ ನೋಡಬಹುದು. (6, 303, 152, 326)
